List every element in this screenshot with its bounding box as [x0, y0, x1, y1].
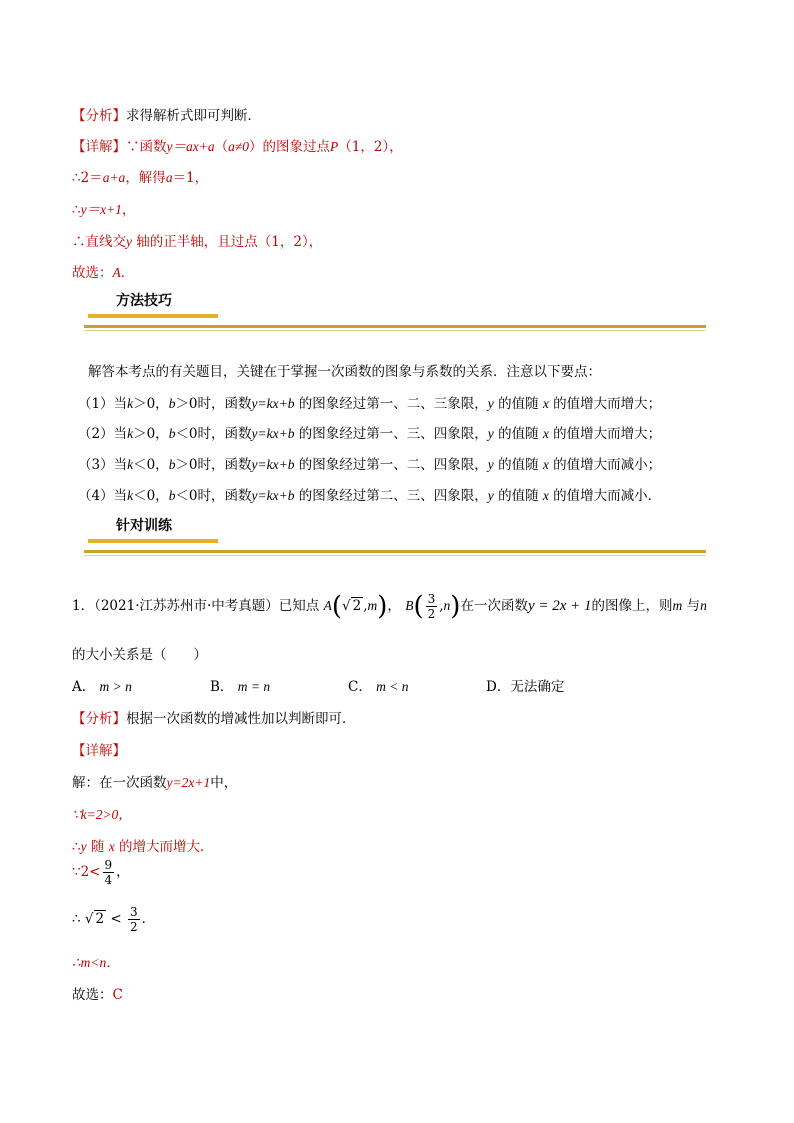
analysis-text: 根据一次函数的增减性加以判断即可． [126, 711, 356, 727]
detail-text: ∵函数 [126, 139, 167, 155]
method-item-x: x [542, 396, 549, 411]
answer: C [112, 987, 123, 1003]
method-item-k: k [127, 426, 134, 441]
practice-section-title: 针对训练 [116, 518, 172, 534]
method-item-pre: （1）当 [78, 396, 128, 412]
detail-text: ∴2＝ [72, 170, 103, 186]
method-item [78, 392, 661, 412]
analysis-text: 求得解析式即可判断． [126, 108, 261, 124]
detail-line-1 [72, 135, 403, 155]
paren-close: ) [450, 591, 461, 622]
detail2-line-3 [72, 835, 213, 855]
option-expr: m < n [376, 679, 409, 694]
detail-line-3 [72, 198, 135, 218]
detail-text: 轴的正半轴，且过点（1，2）， [132, 234, 323, 250]
detail-text: （1，2）， [338, 139, 403, 155]
fraction [103, 858, 115, 887]
method-item-x: x [542, 488, 549, 503]
practice-divider-thin [84, 555, 706, 556]
var-n: n [443, 598, 451, 613]
detail-text: （ [214, 139, 229, 155]
radicand: 2 [352, 598, 362, 614]
detail-text: < [106, 911, 126, 927]
method-item-t2: 的值增大而增大； [548, 396, 662, 412]
detail-text: ∴ [72, 911, 85, 927]
method-item-eq: y=kx+b [251, 396, 295, 411]
denominator: 2 [130, 920, 138, 934]
stem-text: 与 [682, 598, 701, 614]
stem-text: 在一次函数 [460, 598, 528, 614]
detail-text: 故选： [72, 265, 113, 281]
stem-text: 已知点 [278, 598, 320, 614]
method-item-b: b [168, 396, 176, 411]
method-item-k: k [127, 488, 134, 503]
detail-text: 故选： [72, 987, 113, 1003]
method-item-pre: （4）当 [78, 488, 128, 504]
radicand: 2 [95, 911, 105, 927]
method-item-b: b [168, 457, 176, 472]
denominator: 4 [104, 873, 113, 887]
variable: x [108, 839, 115, 854]
method-item-x: x [542, 457, 549, 472]
analysis-line-2 [72, 707, 356, 727]
detail-text: ， [116, 864, 130, 880]
method-item-eq: y=kx+b [251, 488, 295, 503]
var-n: n [700, 598, 707, 613]
method-title-underline [88, 314, 218, 318]
method-divider [84, 325, 706, 328]
method-section-title: 方法技巧 [116, 293, 172, 309]
option-expr: m > n [99, 679, 132, 694]
analysis-tag: 【分析】 [72, 711, 126, 727]
answer: A [112, 265, 121, 280]
method-item-y: y [487, 457, 494, 472]
method-item-y: y [487, 396, 494, 411]
detail-line-5 [72, 261, 134, 281]
numerator: 3 [427, 592, 436, 606]
method-item-mid: 的图象经过第二、三、四象限， [294, 488, 488, 504]
option-a[interactable] [72, 675, 132, 695]
method-item-kc: ＜0， [133, 457, 169, 473]
detail2-line-1 [72, 771, 237, 791]
detail-text: ，解得 [125, 170, 166, 186]
option-label: C． [348, 679, 372, 695]
sqrt-expr: √ 2 [342, 598, 362, 614]
detail2-line-4 [72, 858, 130, 887]
method-item-bc: ＞0时，函数 [175, 457, 252, 473]
detail2-line-5 [72, 905, 155, 934]
question-stem: 1．（2021·江苏苏州市·中考真题）已知点 A(√ 2 ,m)， B( $\frac{3}{2}$ ,n)在一次函数y = 2x + 1的图像上，则m 与n [72, 591, 707, 622]
method-item-pre: （2）当 [78, 426, 128, 442]
method-item-t1: 的值随 [493, 426, 543, 442]
detail-text: 随 [86, 839, 109, 855]
variable: y [80, 839, 87, 854]
point-a-label: A [323, 598, 332, 613]
method-item-bc: ＜0时，函数 [175, 488, 252, 504]
detail-line-2 [72, 166, 208, 186]
method-item-t1: 的值随 [493, 396, 543, 412]
paren-open: ( [413, 591, 424, 622]
detail-text: 的增大而增大． [114, 839, 214, 855]
question-stem-cont: 的大小关系是（ ） [72, 647, 207, 663]
method-item-y: y [487, 488, 494, 503]
analysis-tag: 【分析】 [72, 108, 126, 124]
variable: y [126, 234, 132, 249]
method-divider-thin [84, 330, 706, 331]
point-label: P [330, 139, 339, 154]
method-item-b: b [168, 426, 176, 441]
method-item-eq: y=kx+b [251, 457, 295, 472]
function-expr: y = 2x + 1 [527, 598, 592, 614]
method-item-t1: 的值随 [493, 488, 543, 504]
denominator: 2 [427, 607, 436, 621]
method-item-x: x [542, 426, 549, 441]
method-item-eq: y=kx+b [251, 426, 295, 441]
method-item-mid: 的图象经过第一、二、四象限， [294, 457, 488, 473]
paren-open: ( [331, 591, 342, 622]
detail-tag-2: 【详解】 [72, 743, 126, 759]
comma: ， [387, 598, 401, 614]
question-number: 1． [72, 598, 95, 614]
method-item-t1: 的值随 [493, 457, 543, 473]
practice-divider [84, 550, 706, 553]
detail-text: ∵2< [72, 864, 101, 880]
equation: y＝x+1 [80, 202, 122, 217]
detail-text: 中， [210, 775, 238, 791]
option-label: A． [72, 679, 96, 695]
detail2-line-7 [72, 983, 123, 1003]
fraction [426, 592, 438, 621]
detail-text: 解：在一次函数 [72, 775, 167, 791]
detail-text: ∴ [72, 839, 81, 855]
method-item-mid: 的图象经过第一、二、三象限， [294, 396, 488, 412]
var-m: m [367, 598, 378, 613]
detail-text: ． [141, 911, 156, 927]
method-item-kc: ＞0， [133, 426, 169, 442]
detail-line-4 [72, 230, 322, 250]
method-item-pre: （3）当 [78, 457, 128, 473]
method-item-bc: ＞0时，函数 [175, 396, 252, 412]
option-b[interactable] [210, 675, 270, 695]
method-item-t2: 的值增大而减小； [548, 457, 662, 473]
variable: a [165, 170, 173, 185]
method-item-t2: 的值增大而增大； [548, 426, 662, 442]
paren-close: ) [377, 591, 388, 622]
option-c[interactable] [348, 675, 409, 695]
equation: a+a [102, 170, 126, 185]
method-item [78, 453, 661, 473]
method-item [78, 422, 661, 442]
method-intro: 解答本考点的有关题目，关键在于掌握一次函数的图象与系数的关系．注意以下要点： [88, 364, 601, 380]
detail-text: ）的图象过点 [249, 139, 331, 155]
analysis-line-1 [72, 104, 261, 124]
equation: y＝ax+a [166, 139, 215, 154]
detail-tag: 【详解】 [72, 139, 126, 155]
method-item-kc: ＜0， [133, 488, 169, 504]
fraction [128, 905, 140, 934]
numerator: 3 [130, 905, 138, 919]
detail2-line-2: ∵k=2>0， [72, 807, 132, 822]
option-label: D． [486, 679, 511, 695]
option-expr: m = n [237, 679, 271, 694]
option-label: B． [210, 679, 234, 695]
method-item-t2: 的值增大而减小． [548, 488, 662, 504]
practice-title-underline [88, 539, 218, 543]
method-item-k: k [127, 396, 134, 411]
method-item-k: k [127, 457, 134, 472]
detail-text: ∴ [72, 202, 81, 218]
var-m: m [672, 598, 683, 613]
point-b-label: B [405, 598, 414, 613]
detail-text: ∴直线交 [72, 234, 126, 250]
method-item [78, 484, 661, 504]
equation: y=2x+1 [166, 775, 211, 790]
condition: a≠0 [228, 139, 250, 154]
question-source: （2021·江苏苏州市·中考真题） [94, 598, 279, 614]
numerator: 9 [104, 858, 113, 872]
method-item-b: b [168, 488, 176, 503]
detail2-line-6: ∴m<n． [72, 955, 120, 970]
stem-text: 的图像上，则 [591, 598, 673, 614]
method-item-y: y [487, 426, 494, 441]
method-item-bc: ＜0时，函数 [175, 426, 252, 442]
method-item-mid: 的图象经过第一、三、四象限， [294, 426, 488, 442]
option-d[interactable] [486, 675, 564, 695]
method-item-kc: ＞0， [133, 396, 169, 412]
sqrt-expr: √ 2 [84, 911, 105, 927]
option-expr: 无法确定 [510, 679, 565, 695]
detail-text: ， [121, 202, 136, 218]
detail-text: ． [120, 265, 135, 281]
detail-text: ＝1， [172, 170, 209, 186]
